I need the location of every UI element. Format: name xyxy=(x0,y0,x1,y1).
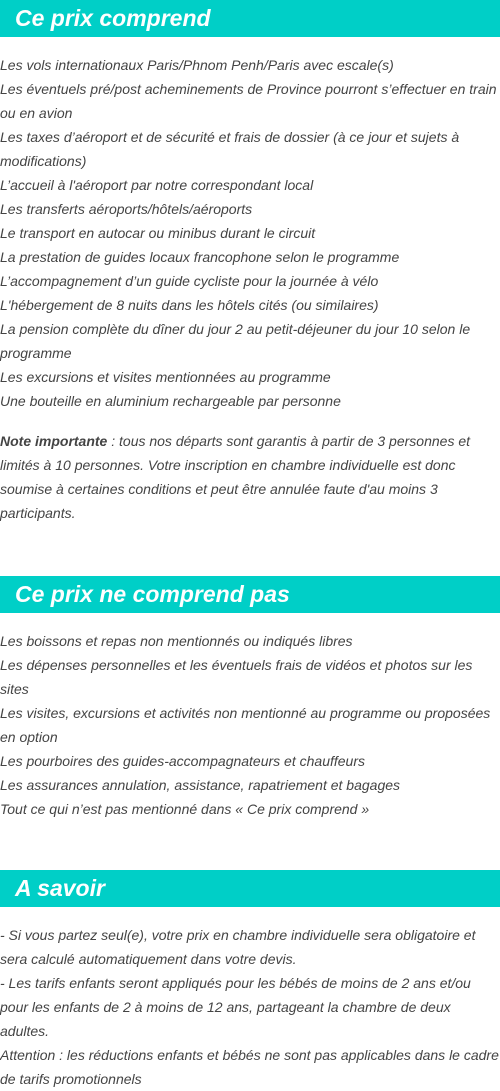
excluded-item: Les assurances annulation, assistance, rapatriement et bagages xyxy=(0,777,401,793)
excluded-item: Les pourboires des guides-accompagnateurs et chauffeurs xyxy=(0,753,365,769)
good-to-know-item: - Si vous partez seul(e), votre prix en chambre individuelle sera obligatoire et sera calculé automatiquement dans votre devis. xyxy=(0,927,476,967)
included-item: Les excursions et visites mentionnées au programme xyxy=(0,369,331,385)
good-to-know-item: - Les tarifs enfants seront appliqués pour les bébés de moins de 2 ans et/ou pour les enfants de 2 à moins de 12 ans, partageant la chambre de deux adultes. xyxy=(0,975,471,1039)
included-item: L’accueil à l'aéroport par notre correspondant local xyxy=(0,177,314,193)
important-note-label: Note importante xyxy=(0,433,108,449)
good-to-know-list xyxy=(0,923,500,1091)
excluded-section-title: Ce prix ne comprend pas xyxy=(0,576,500,613)
good-to-know-section-title: A savoir xyxy=(0,870,500,907)
included-item: Les éventuels pré/post acheminements de Province pourront s’effectuer en train ou en avion xyxy=(0,81,497,121)
excluded-item: Les boissons et repas non mentionnés ou indiqués libres xyxy=(0,633,353,649)
included-item: Une bouteille en aluminium rechargeable par personne xyxy=(0,393,341,409)
included-item: Les transferts aéroports/hôtels/aéroports xyxy=(0,201,253,217)
good-to-know-item: Attention : les réductions enfants et bébés ne sont pas applicables dans le cadre de tarifs promotionnels xyxy=(0,1047,499,1087)
excluded-item: Les visites, excursions et activités non mentionné au programme ou proposées en option xyxy=(0,705,491,745)
important-note-text: : tous nos départs sont garantis à partir de 3 personnes et limités à 10 personnes. Votre inscription en chambre individuelle est donc soumise à certaines conditions et peut être annulée faute d'au moins 3 participants. xyxy=(0,433,471,521)
excluded-item: Tout ce qui n’est pas mentionné dans « Ce prix comprend » xyxy=(0,801,370,817)
included-section-title: Ce prix comprend xyxy=(0,0,500,37)
important-note xyxy=(0,429,500,525)
excluded-item: Les dépenses personnelles et les éventuels frais de vidéos et photos sur les sites xyxy=(0,657,473,697)
excluded-list xyxy=(0,629,500,821)
included-item: Les taxes d’aéroport et de sécurité et frais de dossier (à ce jour et sujets à modifications) xyxy=(0,129,460,169)
included-item: L’accompagnement d’un guide cycliste pour la journée à vélo xyxy=(0,273,379,289)
included-item: La pension complète du dîner du jour 2 au petit-déjeuner du jour 10 selon le programme xyxy=(0,321,471,361)
included-item: Le transport en autocar ou minibus durant le circuit xyxy=(0,225,316,241)
included-list xyxy=(0,53,500,413)
included-item: Les vols internationaux Paris/Phnom Penh/Paris avec escale(s) xyxy=(0,57,394,73)
included-item: L'hébergement de 8 nuits dans les hôtels cités (ou similaires) xyxy=(0,297,379,313)
included-item: La prestation de guides locaux francophone selon le programme xyxy=(0,249,400,265)
